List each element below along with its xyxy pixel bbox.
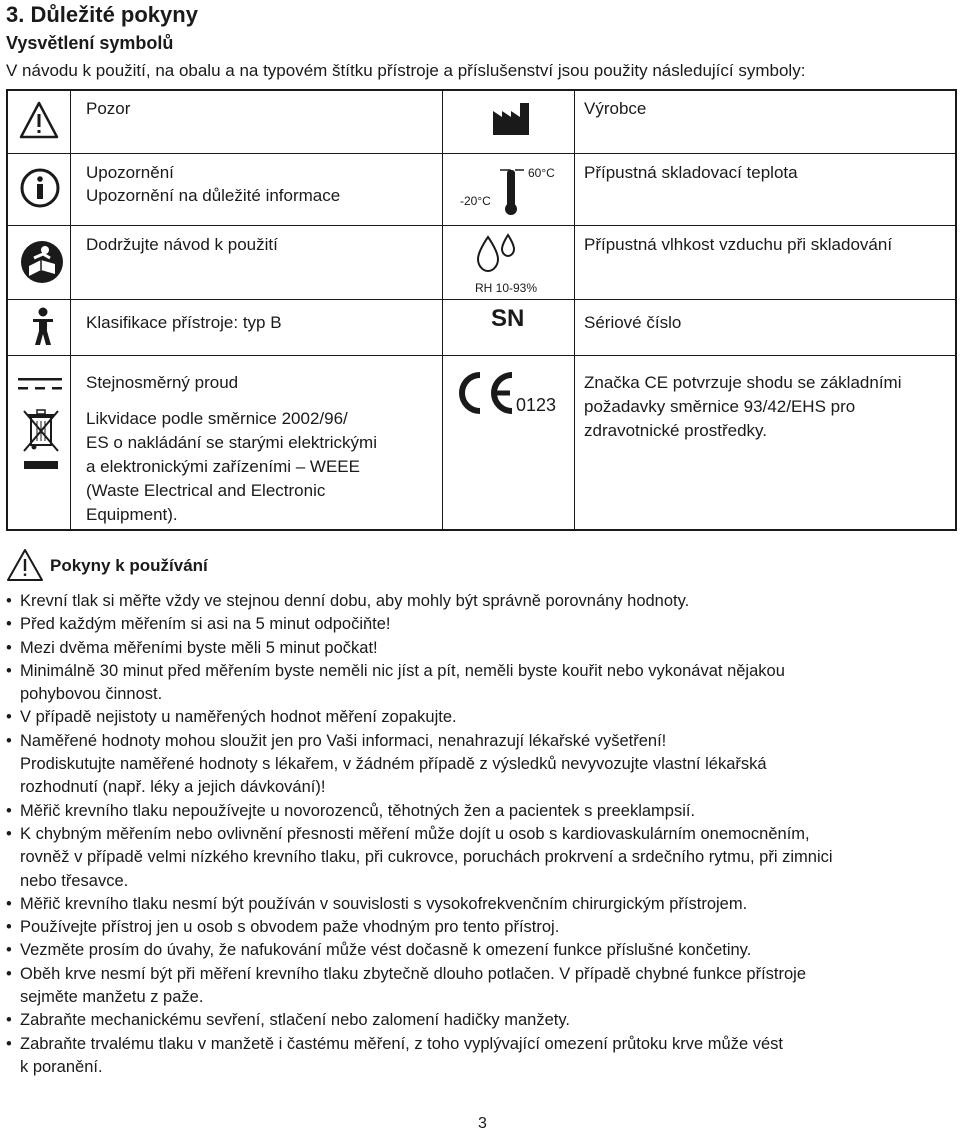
list-item xyxy=(6,963,956,1010)
serial-number-label: Sériové číslo xyxy=(584,313,682,332)
ce-description-line: zdravotnické prostředky. xyxy=(584,421,767,440)
list-item xyxy=(6,637,956,660)
warning-triangle-icon xyxy=(18,100,60,140)
disposal-line: Likvidace podle směrnice 2002/96/ xyxy=(86,409,348,428)
intro-text: V návodu k použití, na obalu a na typovém štítku přístroje a příslušenství jsou použity následující symboly: xyxy=(6,61,806,80)
disposal-line: Equipment). xyxy=(86,505,178,524)
table-divider xyxy=(442,91,443,529)
list-item-line: • Zabraňte trvalému tlaku v manžetě i častému měření, z toho vyplývající omezení průtoku krve může vést xyxy=(20,1034,783,1053)
subsection-heading: Vysvětlení symbolů xyxy=(6,33,174,53)
list-item-line: sejměte manžetu z paže. xyxy=(20,988,204,1007)
list-item-line: • Před každým měřením si asi na 5 minut odpočiňte! xyxy=(20,615,391,634)
classification-label: Klasifikace přístroje: typ B xyxy=(86,313,282,332)
list-item xyxy=(6,939,956,962)
list-item xyxy=(6,893,956,916)
info-icon xyxy=(20,168,60,208)
direct-current-icon xyxy=(18,375,62,393)
list-item-line: • Krevní tlak si měřte vždy ve stejnou denní dobu, aby mohly být správně porovnány hodnoty. xyxy=(20,592,690,610)
caution-label: Pozor xyxy=(86,99,131,118)
warning-triangle-icon xyxy=(6,548,44,582)
list-item xyxy=(6,916,956,939)
list-item xyxy=(6,660,956,707)
usage-title: Pokyny k používání xyxy=(50,556,208,575)
serial-symbol: SN xyxy=(491,305,525,332)
ce-mark-icon xyxy=(450,369,522,417)
storage-temp-label: Přípustná skladovací teplota xyxy=(584,163,798,182)
manufacturer-label: Výrobce xyxy=(584,99,647,118)
list-item-line: nebo třesavce. xyxy=(20,871,129,890)
follow-instructions-label: Dodržujte návod k použití xyxy=(86,235,278,254)
list-item xyxy=(6,753,956,800)
type-b-body-icon xyxy=(30,307,56,347)
list-item xyxy=(6,823,956,893)
note-description: Upozornění na důležité informace xyxy=(86,186,341,205)
usage-instructions-list xyxy=(6,590,956,1079)
list-item-line: k poranění. xyxy=(20,1057,103,1076)
manufacturer-icon xyxy=(491,101,531,137)
humidity-range-label: RH 10-93% xyxy=(475,281,538,295)
list-item-line: rozhodnutí (např. léky a jejich dávkování)! xyxy=(20,778,326,797)
list-item-line: • Naměřené hodnoty mohou sloužit jen pro Vaši informaci, nenahrazují lékařské vyšetření! xyxy=(20,731,667,750)
list-item-line: pohybovou činnost. xyxy=(20,685,163,704)
table-divider xyxy=(70,91,71,529)
note-label: Upozornění xyxy=(86,163,174,182)
temp-low-label: -20°C xyxy=(460,194,491,208)
section-heading: 3. Důležité pokyny xyxy=(6,2,198,27)
humidity-icon xyxy=(474,231,522,275)
page-number: 3 xyxy=(478,1115,487,1132)
list-item-line: • Oběh krve nesmí být při měření krevního tlaku zbytečně dlouho potlačen. V případě chybné funkce přístroje xyxy=(20,964,807,983)
table-divider xyxy=(8,153,956,154)
ce-description-line: Značka CE potvrzuje shodu se základními xyxy=(584,373,902,392)
list-item-line: • Vezměte prosím do úvahy, že nafukování může vést dočasně k omezení funkce příslušné končetiny. xyxy=(20,941,752,960)
table-divider xyxy=(8,225,956,226)
list-item xyxy=(6,800,956,823)
list-item-line: rovněž v případě velmi nízkého krevního tlaku, při cukrovce, poruchách prokrvení a srdečního rytmu, při zimnici xyxy=(20,848,833,867)
list-item xyxy=(6,706,956,729)
list-item-line: • K chybným měřením nebo ovlivnění přesnosti měření může dojít u osob s kardiovaskulárním onemocněním, xyxy=(20,824,810,843)
list-item-line: • V případě nejistoty u naměřených hodnot měření zopakujte. xyxy=(20,708,457,727)
symbols-table xyxy=(6,89,957,531)
list-item xyxy=(6,590,956,613)
table-divider xyxy=(8,355,956,356)
list-item-line: • Zabraňte mechanickému sevření, stlačení nebo zalomení hadičky manžety. xyxy=(20,1011,570,1030)
list-item-line: • Mezi dvěma měřeními byste měli 5 minut počkat! xyxy=(20,638,378,657)
list-item-line: • Měřič krevního tlaku nepoužívejte u novorozenců, těhotných žen a pacientek s preeklampsií. xyxy=(20,801,696,820)
ce-description-line: požadavky směrnice 93/42/EHS pro xyxy=(584,397,856,416)
disposal-line: ES o nakládání se starými elektrickými xyxy=(86,433,377,452)
temp-high-label: 60°C xyxy=(528,166,555,180)
list-item xyxy=(6,1033,956,1080)
weee-disposal-icon xyxy=(22,407,60,471)
list-item xyxy=(6,1009,956,1032)
list-item-line: • Měřič krevního tlaku nesmí být používán v souvislosti s vysokofrekvenčním chirurgickým přístrojem. xyxy=(20,894,748,913)
list-item-line: • Používejte přístroj jen u osob s obvodem paže vhodným pro tento přístroj. xyxy=(20,918,560,937)
storage-humidity-label: Přípustná vlhkost vzduchu při skladování xyxy=(584,235,893,254)
disposal-line: (Waste Electrical and Electronic xyxy=(86,481,326,500)
direct-current-label: Stejnosměrný proud xyxy=(86,373,239,392)
list-item-line: • Minimálně 30 minut před měřením byste neměli nic jíst a pít, neměli byste kouřit nebo vykonávat nějakou xyxy=(20,661,785,680)
manual-icon xyxy=(20,240,64,284)
table-divider xyxy=(574,91,575,529)
list-item-line: Prodiskutujte naměřené hodnoty s lékařem, v žádném případě z výsledků nevyvozujte vlastní lékařská xyxy=(20,755,767,774)
disposal-line: a elektronickými zařízeními – WEEE xyxy=(86,457,360,476)
ce-notified-body-number: 0123 xyxy=(516,395,557,415)
list-item xyxy=(6,613,956,636)
list-item xyxy=(6,730,956,753)
